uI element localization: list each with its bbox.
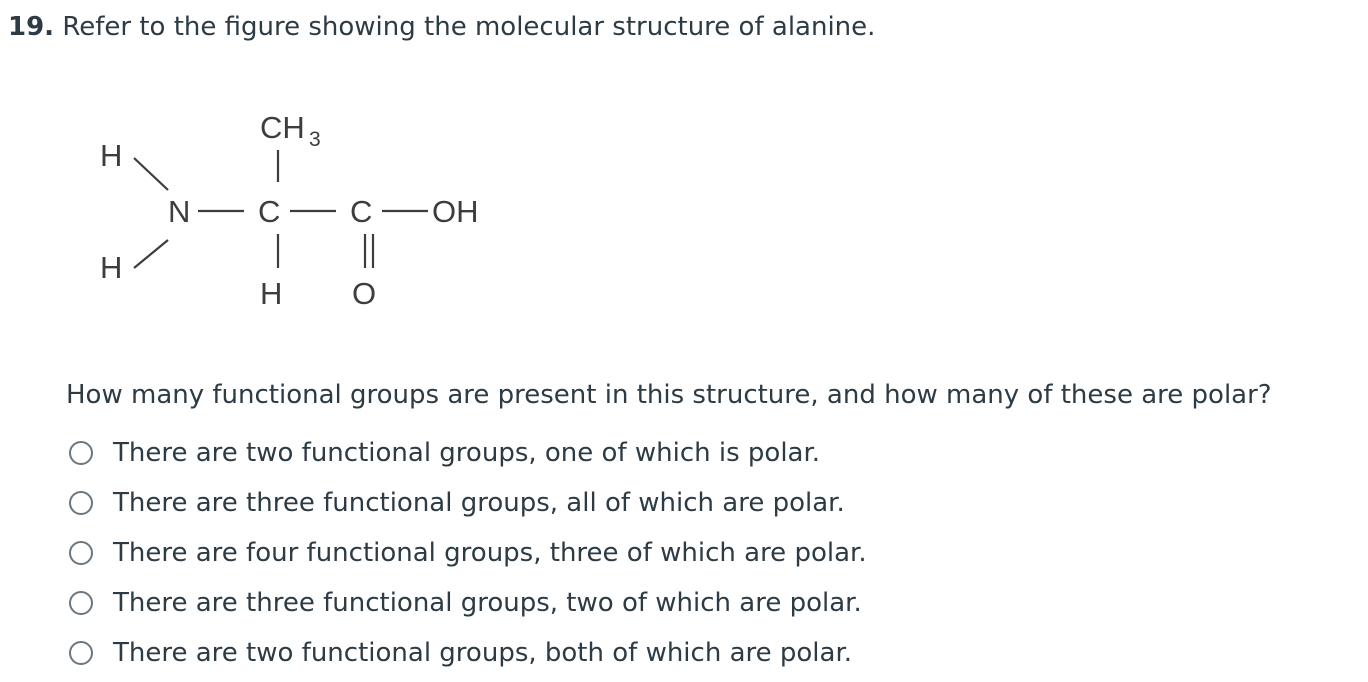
answer-option[interactable]	[66, 628, 867, 678]
radio-button[interactable]	[69, 591, 93, 615]
atom-carbonyl-oxygen: O	[352, 276, 377, 311]
radio-button[interactable]	[69, 541, 93, 565]
bond-h-n-top	[134, 158, 168, 190]
answer-options	[66, 428, 867, 678]
alanine-structure-diagram	[92, 100, 512, 320]
question-prompt: How many functional groups are present in this structure, and how many of these are polar?	[66, 380, 1272, 410]
answer-option-label: There are three functional groups, all of which are polar.	[113, 488, 845, 518]
atom-hydroxyl: OH	[432, 194, 479, 229]
atom-h-top-left: H	[100, 138, 123, 173]
answer-option[interactable]	[66, 528, 867, 578]
atom-carbonyl-carbon: C	[350, 194, 373, 229]
question-header	[8, 10, 875, 44]
answer-option[interactable]	[66, 578, 867, 628]
atom-alpha-carbon: C	[258, 194, 281, 229]
atom-alpha-hydrogen: H	[260, 276, 283, 311]
answer-option[interactable]	[66, 428, 867, 478]
radio-button[interactable]	[69, 491, 93, 515]
answer-option-label: There are two functional groups, both of which are polar.	[113, 638, 853, 668]
answer-option[interactable]	[66, 478, 867, 528]
atom-nitrogen: N	[168, 194, 191, 229]
radio-button[interactable]	[69, 641, 93, 665]
question-text: Refer to the figure showing the molecular structure of alanine.	[62, 12, 876, 42]
radio-button[interactable]	[69, 441, 93, 465]
question-number: 19.	[8, 12, 55, 42]
atom-methyl-subscript: 3	[309, 128, 321, 151]
answer-option-label: There are two functional groups, one of which is polar.	[113, 438, 821, 468]
alanine-structure-figure	[92, 100, 512, 320]
atom-methyl: CH	[260, 110, 305, 145]
answer-option-label: There are three functional groups, two of which are polar.	[113, 588, 862, 618]
bond-h-n-bottom	[134, 240, 168, 268]
atom-h-bottom-left: H	[100, 250, 123, 285]
answer-option-label: There are four functional groups, three of which are polar.	[113, 538, 867, 568]
